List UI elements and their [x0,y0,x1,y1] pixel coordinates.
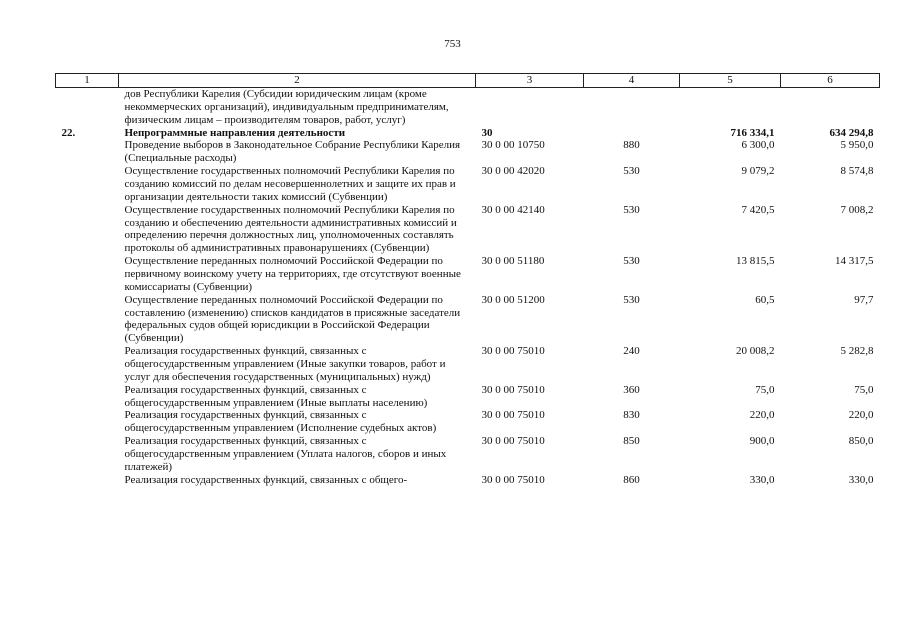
expense-group: 850 [623,435,640,448]
target-article-code: 30 [481,126,493,139]
table-row [56,474,880,487]
expense-group: 360 [623,383,640,396]
target-article-code: 30 0 00 42140 [481,203,545,216]
amount-year-1: 6 300,0 [741,139,775,152]
column-header: 3 [476,74,584,88]
table-row [56,294,880,345]
row-number [56,255,119,294]
expense-group: 530 [623,203,640,216]
row-number [56,88,119,127]
target-article-code: 30 0 00 51180 [481,255,545,268]
row-description: дов Республики Карелия (Субсидии юридическим лицам (кроме некоммерческих организаций), индивидуальным предпринимателям, физическим лицам – производителям товаров, работ, услуг) [124,88,449,126]
table-row [56,409,880,435]
amount-year-1: 60,5 [755,293,775,306]
amount-year-2: 5 950,0 [840,139,874,152]
row-number [56,435,119,474]
target-article-code: 30 0 00 75010 [481,435,545,448]
amount-year-1: 330,0 [749,473,775,486]
column-header: 5 [680,74,781,88]
column-header: 6 [781,74,880,88]
row-number [56,294,119,345]
row-description: Осуществление государственных полномочий Республики Карелия по созданию комиссий по делам несовершеннолетних и защите их прав и организации деятельности таких комиссий (Субвенции) [124,165,456,203]
expense-group: 240 [623,345,640,358]
table-row [56,384,880,410]
row-description: Осуществление переданных полномочий Российской Федерации по составлению (изменению) списков кандидатов в присяжные заседатели федеральных судов общей юрисдикции в Российской Федерации (Субвенции) [124,293,461,345]
target-article-code: 30 0 00 75010 [481,345,545,358]
table-row [56,139,880,165]
table-row [56,204,880,255]
page-number: 753 [444,38,461,50]
row-description: Реализация государственных функций, связанных с общегосударственным управлением (Иные выплаты населению) [124,383,428,409]
amount-year-2: 220,0 [848,409,874,422]
table-row [56,127,880,140]
row-number [56,384,119,410]
row-number [56,409,119,435]
header-row [56,74,880,88]
amount-year-1: 75,0 [755,383,775,396]
row-description: Реализация государственных функций, связанных с общегосударственным управлением (Уплата налогов, сборов и иных платежей) [124,435,447,473]
column-header: 4 [584,74,680,88]
column-header: 1 [56,74,119,88]
amount-year-1: 9 079,2 [741,165,775,178]
amount-year-2: 97,7 [854,293,874,306]
amount-year-2: 330,0 [848,473,874,486]
amount-year-1: 7 420,5 [741,203,775,216]
target-article-code: 30 0 00 10750 [481,139,545,152]
target-article-code: 30 0 00 75010 [481,473,545,486]
row-number [56,474,119,487]
target-article-code: 30 0 00 42020 [481,165,545,178]
amount-year-1 [680,88,781,127]
table-row [56,165,880,204]
row-number [56,345,119,384]
amount-year-2: 634 294,8 [829,126,874,139]
row-description: Осуществление государственных полномочий Республики Карелия по созданию и обеспечению деятельности административных комиссий и определению перечня должностных лиц, уполномоченных составлять протоколы об административных правонарушениях (Субвенции) [124,203,457,255]
row-description: Проведение выборов в Законодательное Собрание Республики Карелия (Специальные расходы) [124,139,461,165]
target-article-code: 30 0 00 75010 [481,409,545,422]
expense-group: 530 [623,255,640,268]
row-description: Реализация государственных функций, связанных с общего- [124,473,408,486]
row-description: Осуществление переданных полномочий Российской Федерации по первичному воинскому учету на территориях, где отсутствуют военные комиссариаты (Субвенции) [124,255,461,293]
row-description: Непрограммные направления деятельности [124,126,346,139]
expense-group [584,88,680,127]
target-article-code: 30 0 00 51200 [481,293,545,306]
expense-group: 530 [623,165,640,178]
row-description: Реализация государственных функций, связанных с общегосударственным управлением (Исполнение судебных актов) [124,409,437,435]
budget-table [55,73,880,487]
expense-group: 530 [623,293,640,306]
amount-year-1: 13 815,5 [736,255,775,268]
amount-year-2: 7 008,2 [840,203,874,216]
amount-year-2: 850,0 [848,435,874,448]
expense-group: 830 [623,409,640,422]
amount-year-1: 716 334,1 [730,126,775,139]
table-row [56,435,880,474]
row-number [56,139,119,165]
expense-group: 880 [623,139,640,152]
row-number: 22. [61,126,76,139]
table-row [56,255,880,294]
expense-group: 860 [623,473,640,486]
amount-year-1: 20 008,2 [736,345,775,358]
amount-year-2: 8 574,8 [840,165,874,178]
table-header [56,74,880,88]
row-description: Реализация государственных функций, связанных с общегосударственным управлением (Иные закупки товаров, работ и услуг для обеспечения государственных (муниципальных) нужд) [124,345,446,383]
amount-year-1: 220,0 [749,409,775,422]
amount-year-2: 14 317,5 [835,255,874,268]
amount-year-2 [781,88,880,127]
target-article-code [476,88,584,127]
expense-group [584,127,680,140]
table-row [56,345,880,384]
row-number [56,204,119,255]
target-article-code: 30 0 00 75010 [481,383,545,396]
table-body [56,88,880,487]
row-number [56,165,119,204]
table-row [56,88,880,127]
amount-year-2: 75,0 [854,383,874,396]
amount-year-2: 5 282,8 [840,345,874,358]
column-header: 2 [119,74,476,88]
amount-year-1: 900,0 [749,435,775,448]
